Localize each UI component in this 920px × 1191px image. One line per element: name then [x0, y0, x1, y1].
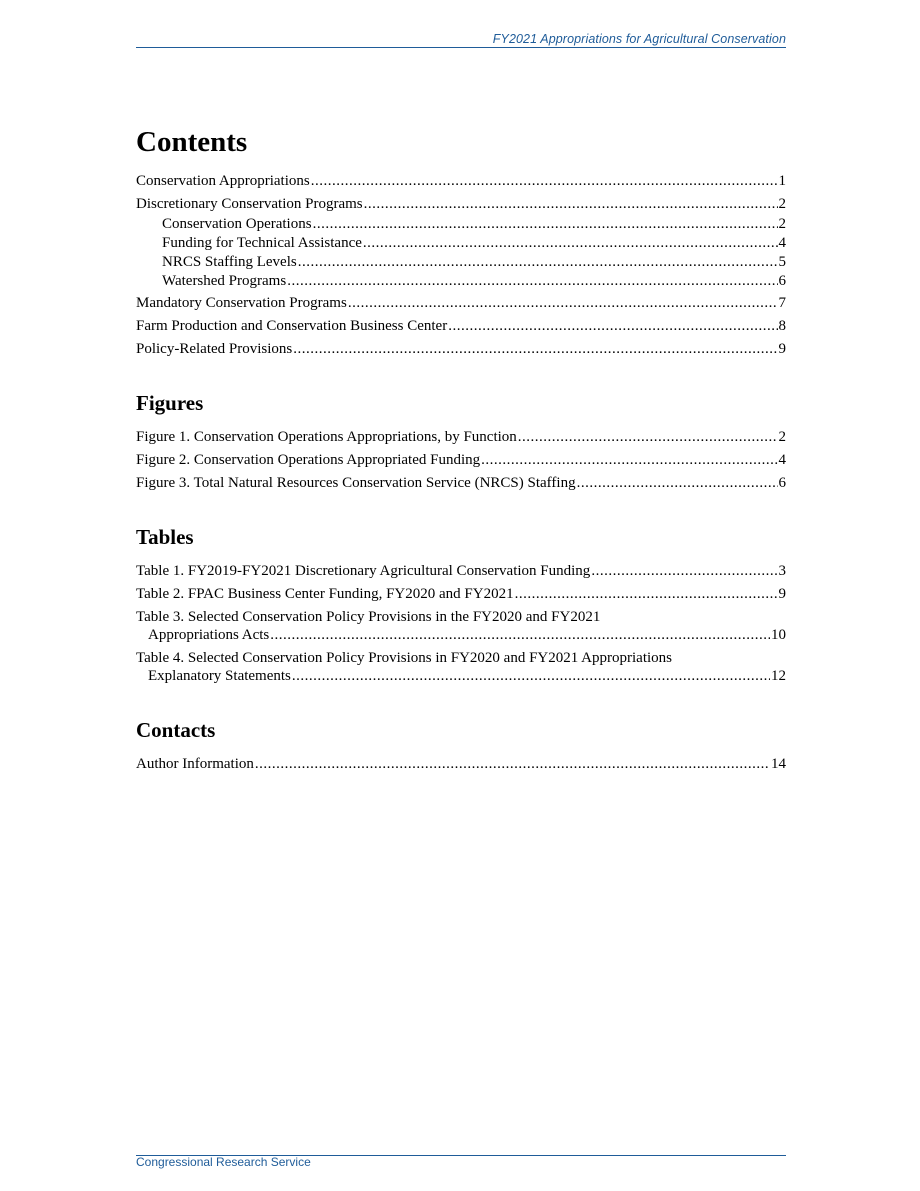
dot-leader	[481, 451, 777, 469]
toc-entry-page: 8	[778, 318, 786, 334]
toc-entry-title-line1: Table 4. Selected Conservation Policy Provisions in FY2020 and FY2021 Appropriations	[136, 650, 672, 666]
toc-entry-title: NRCS Staffing Levels	[162, 254, 297, 270]
toc-entry-business-center[interactable]	[136, 317, 786, 335]
dot-leader	[255, 755, 770, 773]
toc-entry-page: 1	[778, 173, 786, 189]
toc-entry-page: 9	[778, 586, 786, 602]
toc-entry-watershed-programs[interactable]	[136, 272, 786, 290]
toc-entry-table-3[interactable]	[136, 608, 786, 644]
dot-leader	[298, 253, 778, 271]
toc-entry-page: 4	[778, 235, 786, 251]
table-of-contents	[136, 120, 786, 778]
contents-section	[136, 120, 786, 358]
contents-heading: Contents	[136, 126, 248, 158]
toc-entry-page: 9	[778, 341, 786, 357]
running-header: FY2021 Appropriations for Agricultural Conservation	[492, 32, 786, 46]
dot-leader	[591, 562, 777, 580]
dot-leader	[292, 667, 770, 685]
toc-entry-page: 4	[778, 452, 786, 468]
toc-entry-conservation-appropriations[interactable]	[136, 172, 786, 190]
toc-entry-page: 6	[778, 475, 786, 491]
footer-text: Congressional Research Service	[136, 1155, 311, 1169]
toc-entry-title: Figure 1. Conservation Operations Appropriations, by Function	[136, 429, 517, 445]
toc-entry-title: Table 2. FPAC Business Center Funding, FY2020 and FY2021	[136, 586, 514, 602]
dot-leader	[313, 215, 778, 233]
toc-entry-title: Farm Production and Conservation Business Center	[136, 318, 448, 334]
toc-entry-mandatory-programs[interactable]	[136, 294, 786, 312]
dot-leader	[518, 428, 778, 446]
toc-entry-figure-1[interactable]	[136, 428, 786, 446]
contents-list	[136, 172, 786, 358]
toc-entry-title: Policy-Related Provisions	[136, 341, 293, 357]
dot-leader	[577, 474, 778, 492]
toc-entry-title: Watershed Programs	[162, 273, 287, 289]
dot-leader	[270, 626, 770, 644]
toc-entry-title: Author Information	[136, 756, 254, 772]
toc-entry-page: 6	[778, 273, 786, 289]
toc-entry-technical-assistance[interactable]	[136, 234, 786, 252]
toc-entry-conservation-operations[interactable]	[136, 215, 786, 233]
toc-entry-page: 12	[771, 668, 786, 684]
toc-entry-title: Table 1. FY2019-FY2021 Discretionary Agricultural Conservation Funding	[136, 563, 591, 579]
dot-leader	[363, 234, 778, 252]
toc-entry-title: Appropriations Acts	[148, 627, 270, 643]
tables-list	[136, 562, 786, 685]
toc-entry-page: 2	[778, 429, 786, 445]
dot-leader	[287, 272, 777, 290]
toc-entry-nrcs-staffing[interactable]	[136, 253, 786, 271]
dot-leader	[448, 317, 777, 335]
toc-entry-page: 7	[778, 295, 786, 311]
toc-entry-table-4[interactable]	[136, 649, 786, 685]
dot-leader	[311, 172, 778, 190]
toc-entry-title: Discretionary Conservation Programs	[136, 196, 363, 212]
toc-entry-page: 14	[771, 756, 786, 772]
toc-entry-title: Conservation Appropriations	[136, 173, 310, 189]
toc-entry-table-2[interactable]	[136, 585, 786, 603]
dot-leader	[364, 195, 778, 213]
toc-entry-author-information[interactable]	[136, 755, 786, 773]
dot-leader	[293, 340, 777, 358]
tables-section	[136, 520, 786, 685]
tables-heading: Tables	[136, 525, 194, 549]
toc-entry-page: 3	[778, 563, 786, 579]
toc-entry-page: 2	[778, 196, 786, 212]
toc-entry-title: Funding for Technical Assistance	[162, 235, 362, 251]
toc-entry-title-line1: Table 3. Selected Conservation Policy Provisions in the FY2020 and FY2021	[136, 609, 601, 625]
contacts-heading: Contacts	[136, 718, 216, 742]
toc-entry-page: 2	[778, 216, 786, 232]
contacts-list	[136, 755, 786, 773]
dot-leader	[348, 294, 778, 312]
toc-entry-policy-provisions[interactable]	[136, 340, 786, 358]
toc-entry-title: Figure 3. Total Natural Resources Conservation Service (NRCS) Staffing	[136, 475, 576, 491]
dot-leader	[515, 585, 778, 603]
contacts-section	[136, 713, 786, 773]
toc-entry-discretionary-programs[interactable]	[136, 195, 786, 213]
header-rule	[136, 47, 786, 48]
figures-section	[136, 386, 786, 492]
toc-entry-page: 5	[778, 254, 786, 270]
toc-entry-figure-2[interactable]	[136, 451, 786, 469]
toc-entry-title: Figure 2. Conservation Operations Appropriated Funding	[136, 452, 481, 468]
figures-list	[136, 428, 786, 492]
toc-entry-table-1[interactable]	[136, 562, 786, 580]
figures-heading: Figures	[136, 391, 204, 415]
toc-entry-page: 10	[771, 627, 786, 643]
toc-entry-title: Explanatory Statements	[148, 668, 291, 684]
toc-entry-figure-3[interactable]	[136, 474, 786, 492]
toc-entry-title: Conservation Operations	[162, 216, 312, 232]
toc-entry-title: Mandatory Conservation Programs	[136, 295, 347, 311]
